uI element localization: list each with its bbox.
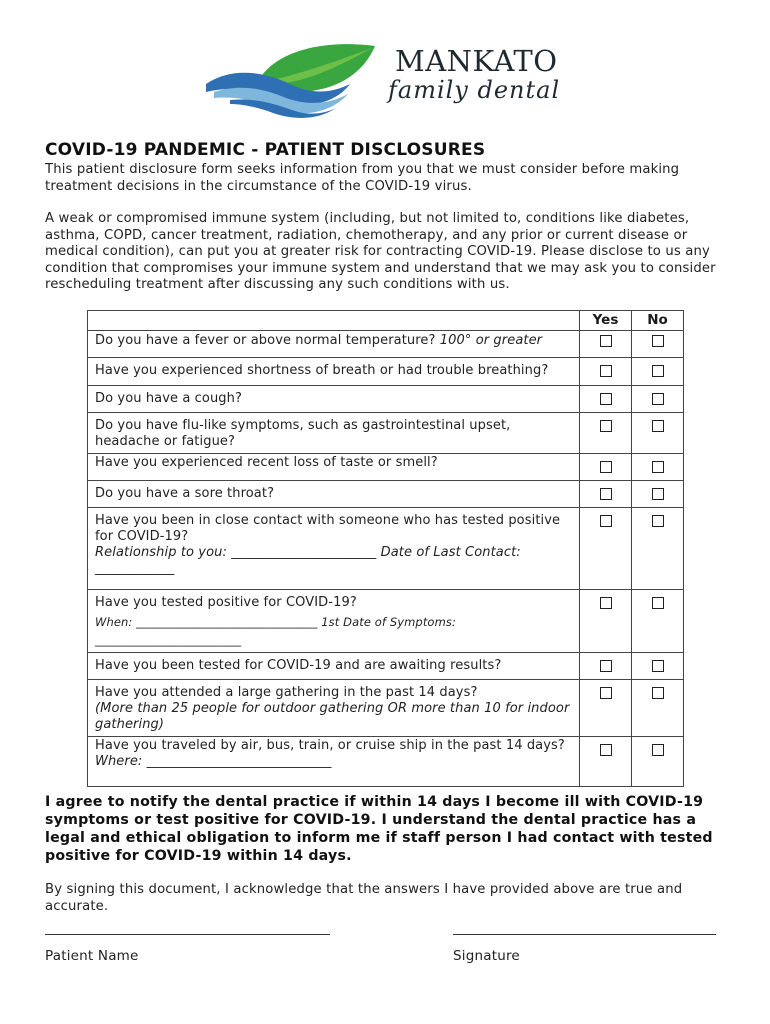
table-row (88, 331, 684, 358)
table-row (88, 413, 684, 454)
awaiting-yes-checkbox[interactable] (600, 660, 612, 672)
question-note: 100° or greater (439, 333, 543, 348)
tested-details-field[interactable]: When: _______________________________ 1st Date of Symptoms: _________________________ (95, 615, 456, 647)
question-flu: Do you have flu-like symptoms, such as gastrointestinal upset, headache or fatigue? (88, 413, 580, 454)
contact-details-field[interactable]: Relationship to you: ______________________ Date of Last Contact: ____________ (95, 545, 521, 576)
brand-name: MANKATO (395, 44, 558, 78)
question-taste: Have you experienced recent loss of taste or smell? (88, 454, 580, 481)
table-row (88, 358, 684, 386)
acknowledgement-statement: By signing this document, I acknowledge that the answers I have provided above are true and accurate. (45, 882, 683, 914)
travel-no-checkbox[interactable] (652, 744, 664, 756)
contact-yes-checkbox[interactable] (600, 515, 612, 527)
question-throat: Do you have a sore throat? (88, 481, 580, 508)
signature-label: Signature (453, 948, 520, 964)
question-contact (88, 508, 580, 590)
question-text: Have you tested positive for COVID-19? (95, 595, 357, 610)
signature-line[interactable] (453, 934, 716, 935)
fever-yes-checkbox[interactable] (600, 335, 612, 347)
table-row (88, 737, 684, 787)
breath-no-checkbox[interactable] (652, 365, 664, 377)
travel-yes-checkbox[interactable] (600, 744, 612, 756)
mankato-family-dental-logo (200, 40, 580, 120)
throat-no-checkbox[interactable] (652, 488, 664, 500)
throat-yes-checkbox[interactable] (600, 488, 612, 500)
cough-yes-checkbox[interactable] (600, 393, 612, 405)
question-text: Have you traveled by air, bus, train, or cruise ship in the past 14 days? (95, 738, 565, 753)
screening-questions-table (87, 310, 684, 787)
no-column-header: No (632, 311, 684, 331)
table-row (88, 680, 684, 737)
question-text: Do you have a fever or above normal temperature? (95, 333, 436, 348)
question-gathering (88, 680, 580, 737)
question-awaiting: Have you been tested for COVID-19 and are awaiting results? (88, 653, 580, 680)
agreement-statement: I agree to notify the dental practice if within 14 days I become ill with COVID-19 symptoms or test positive for COVID-19. I understand the dental practice has a legal and ethical obligation to inform me if staff person I had contact with tested positive for COVID-19 within 14 days. (45, 794, 713, 864)
question-breath: Have you experienced shortness of breath or had trouble breathing? (88, 358, 580, 386)
flu-no-checkbox[interactable] (652, 420, 664, 432)
page-title: COVID-19 PANDEMIC - PATIENT DISCLOSURES (45, 140, 486, 160)
question-text: Have you been in close contact with someone who has tested positive for COVID-19? (95, 513, 561, 544)
table-row (88, 386, 684, 413)
brand-subtitle: family dental (388, 76, 561, 104)
cough-no-checkbox[interactable] (652, 393, 664, 405)
leaf-wave-icon (200, 40, 400, 120)
patient-name-line[interactable] (45, 934, 330, 935)
question-tested-positive (88, 590, 580, 653)
intro-paragraph: This patient disclosure form seeks information from you that we must consider before making treatment decisions in the circumstance of the COVID-19 virus. (45, 162, 680, 194)
fever-no-checkbox[interactable] (652, 335, 664, 347)
table-row (88, 454, 684, 481)
immune-paragraph: A weak or compromised immune system (including, but not limited to, conditions like diabetes, asthma, COPD, cancer treatment, radiation, chemotherapy, and any prior or current disease or medical condition), can put you at greater risk for contracting COVID-19. Please disclose to us any condition that compromises your immune system and understand that we may ask you to consider rescheduling treatment after discussing any such conditions with us. (45, 211, 716, 292)
flu-yes-checkbox[interactable] (600, 420, 612, 432)
question-text: Have you attended a large gathering in the past 14 days? (95, 685, 478, 700)
tested-yes-checkbox[interactable] (600, 597, 612, 609)
table-row (88, 653, 684, 680)
awaiting-no-checkbox[interactable] (652, 660, 664, 672)
taste-yes-checkbox[interactable] (600, 461, 612, 473)
travel-where-field[interactable]: Where: ____________________________ (95, 754, 332, 769)
yes-column-header: Yes (580, 311, 632, 331)
patient-name-label: Patient Name (45, 948, 139, 964)
table-row (88, 481, 684, 508)
table-header-row (88, 311, 684, 331)
question-travel (88, 737, 580, 787)
gathering-no-checkbox[interactable] (652, 687, 664, 699)
tested-no-checkbox[interactable] (652, 597, 664, 609)
table-row (88, 590, 684, 653)
question-cough: Do you have a cough? (88, 386, 580, 413)
table-row (88, 508, 684, 590)
gathering-yes-checkbox[interactable] (600, 687, 612, 699)
contact-no-checkbox[interactable] (652, 515, 664, 527)
breath-yes-checkbox[interactable] (600, 365, 612, 377)
taste-no-checkbox[interactable] (652, 461, 664, 473)
question-column-header (88, 311, 580, 331)
question-note: (More than 25 people for outdoor gathering OR more than 10 for indoor gathering) (95, 701, 570, 732)
question-fever (88, 331, 580, 358)
